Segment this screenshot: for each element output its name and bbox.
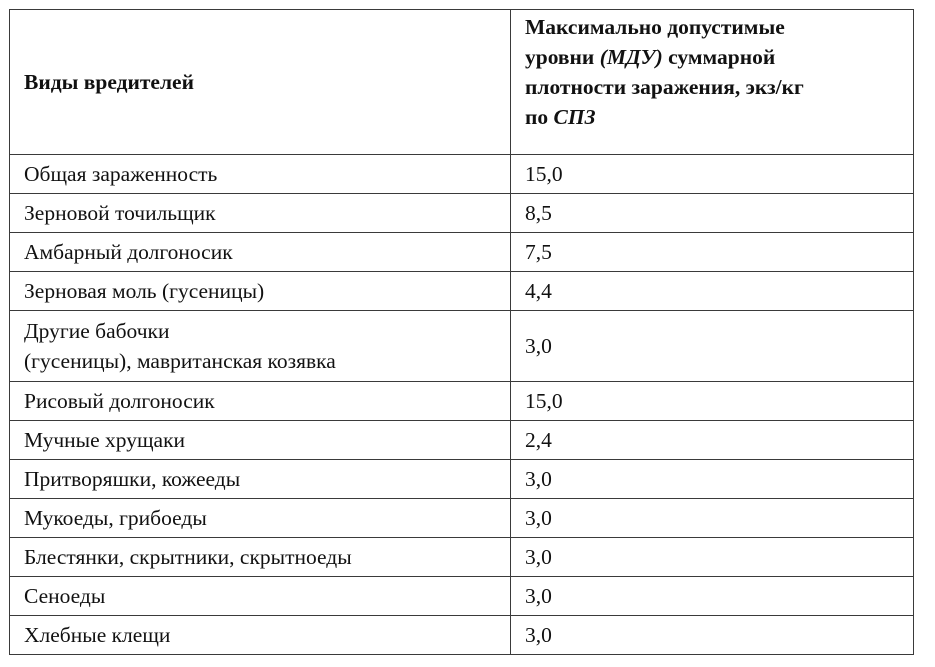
table-header-row [10,10,914,155]
pest-name-cell: Хлебные клещи [10,616,511,655]
table-row [10,577,914,616]
spz-abbr: СПЗ [553,105,596,129]
mdu-value-cell: 15,0 [511,382,914,421]
table-row [10,155,914,194]
table-row [10,538,914,577]
pest-name-cell: Амбарный долгоносик [10,233,511,272]
table-row [10,499,914,538]
table-row [10,194,914,233]
pest-name-cell: Притворяшки, кожееды [10,460,511,499]
mdu-abbr: (МДУ) [599,45,663,69]
header-line-2: уровни (МДУ) суммарной [525,45,776,69]
mdu-value-cell: 3,0 [511,577,914,616]
pest-name-cell: Зерновой точильщик [10,194,511,233]
pest-name-cell: Зерновая моль (гусеницы) [10,272,511,311]
pest-name-cell: Другие бабочки (гусеницы), мавританская козявка [10,311,511,382]
mdu-value-cell: 3,0 [511,311,914,382]
mdu-value-cell: 3,0 [511,499,914,538]
mdu-value-cell: 8,5 [511,194,914,233]
header-mdu-level [511,10,914,155]
header-line-4: по СПЗ [525,105,596,129]
mdu-value-cell: 3,0 [511,460,914,499]
mdu-value-cell: 2,4 [511,421,914,460]
table-row [10,233,914,272]
table-row [10,460,914,499]
table-row [10,272,914,311]
pest-name-cell: Сеноеды [10,577,511,616]
pest-mdu-table [9,9,914,655]
pest-name-cell: Мучные хрущаки [10,421,511,460]
mdu-value-cell: 7,5 [511,233,914,272]
header-line-1: Максимально допустимые [525,15,785,39]
header-pest-types: Виды вредителей [10,10,511,155]
mdu-value-cell: 15,0 [511,155,914,194]
pest-name-cell: Рисовый долгоносик [10,382,511,421]
mdu-value-cell: 3,0 [511,538,914,577]
pest-name-cell: Общая зараженность [10,155,511,194]
table-row [10,311,914,382]
mdu-value-cell: 3,0 [511,616,914,655]
pest-name-cell: Блестянки, скрытники, скрытноеды [10,538,511,577]
table-row [10,382,914,421]
table-row [10,616,914,655]
table-row [10,421,914,460]
pest-name-cell: Мукоеды, грибоеды [10,499,511,538]
header-line-3: плотности заражения, экз/кг [525,75,804,99]
mdu-value-cell: 4,4 [511,272,914,311]
